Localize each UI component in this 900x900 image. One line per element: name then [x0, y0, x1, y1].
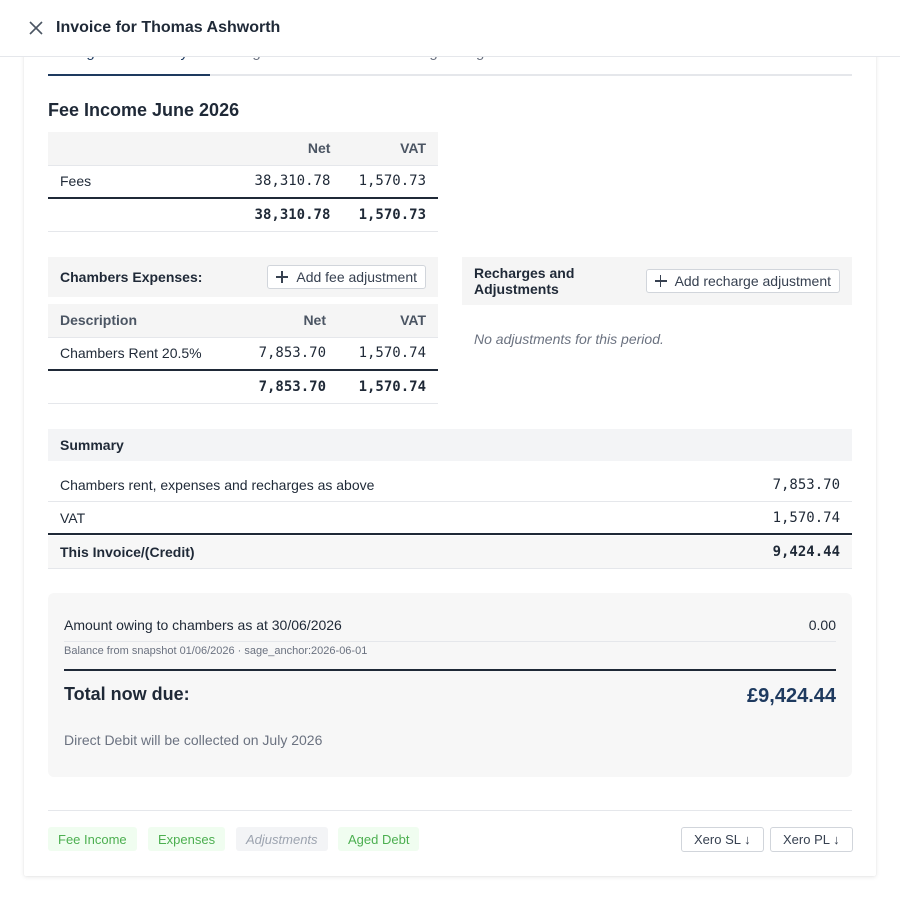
total-due-label: Total now due: [64, 684, 190, 704]
add-fee-adjustment-button[interactable]: Add fee adjustment [267, 265, 426, 289]
chip-aged-debt[interactable]: Aged Debt [338, 827, 419, 851]
recharges-title: Recharges and Adjustments [474, 265, 575, 297]
xero-sl-download-button[interactable]: Xero SL ↓ [681, 827, 764, 852]
close-icon[interactable] [27, 19, 45, 37]
chip-adjustments[interactable]: Adjustments [236, 827, 328, 851]
divider [64, 641, 836, 642]
summary-row: VAT 1,570.74 [48, 502, 852, 535]
total-due-panel [48, 593, 852, 777]
chip-fee-income[interactable]: Fee Income [48, 827, 137, 851]
dialog-title: Invoice for Thomas Ashworth [56, 19, 281, 36]
snapshot-note: Balance from snapshot 01/06/2026 · sage_anchor:2026-06-01 [64, 645, 368, 657]
divider [64, 669, 836, 671]
direct-debit-note: Direct Debit will be collected on July 2026 [64, 732, 323, 748]
plus-icon [276, 271, 288, 283]
footer-divider [48, 810, 852, 811]
table-row: Fees 38,310.78 1,570.73 [48, 165, 438, 198]
summary-header: Summary [48, 429, 852, 461]
recharges-empty-message: No adjustments for this period. [474, 331, 664, 347]
xero-pl-download-button[interactable]: Xero PL ↓ [770, 827, 853, 852]
column-header-net: Net [238, 304, 338, 337]
chambers-expenses-title: Chambers Expenses: [60, 269, 203, 285]
add-recharge-adjustment-button[interactable]: Add recharge adjustment [646, 269, 840, 293]
active-tab-indicator [48, 74, 210, 76]
column-header-description: Description [48, 304, 238, 337]
table-row: Chambers Rent 20.5% 7,853.70 1,570.74 [48, 337, 438, 370]
summary-total-row: This Invoice/(Credit) 9,424.44 [48, 536, 852, 569]
column-header-net: Net [238, 132, 342, 165]
column-header-vat: VAT [342, 132, 438, 165]
fee-income-table [48, 132, 438, 232]
plus-icon [655, 275, 667, 287]
fee-income-title: Fee Income June 2026 [48, 100, 240, 120]
dialog-header [0, 0, 900, 57]
total-due-amount: £9,424.44 [747, 685, 836, 707]
chambers-expenses-table [48, 304, 438, 404]
table-total-row: 38,310.78 1,570.73 [48, 198, 438, 231]
recharges-header [462, 257, 852, 305]
column-header-vat: VAT [338, 304, 438, 337]
summary-row: Chambers rent, expenses and recharges as above 7,853.70 [48, 469, 852, 502]
chambers-expenses-header [48, 257, 438, 297]
table-total-row: 7,853.70 1,570.74 [48, 370, 438, 403]
chip-expenses[interactable]: Expenses [148, 827, 225, 851]
amount-owing-row: Amount owing to chambers as at 30/06/2026 0.00 [64, 617, 836, 633]
